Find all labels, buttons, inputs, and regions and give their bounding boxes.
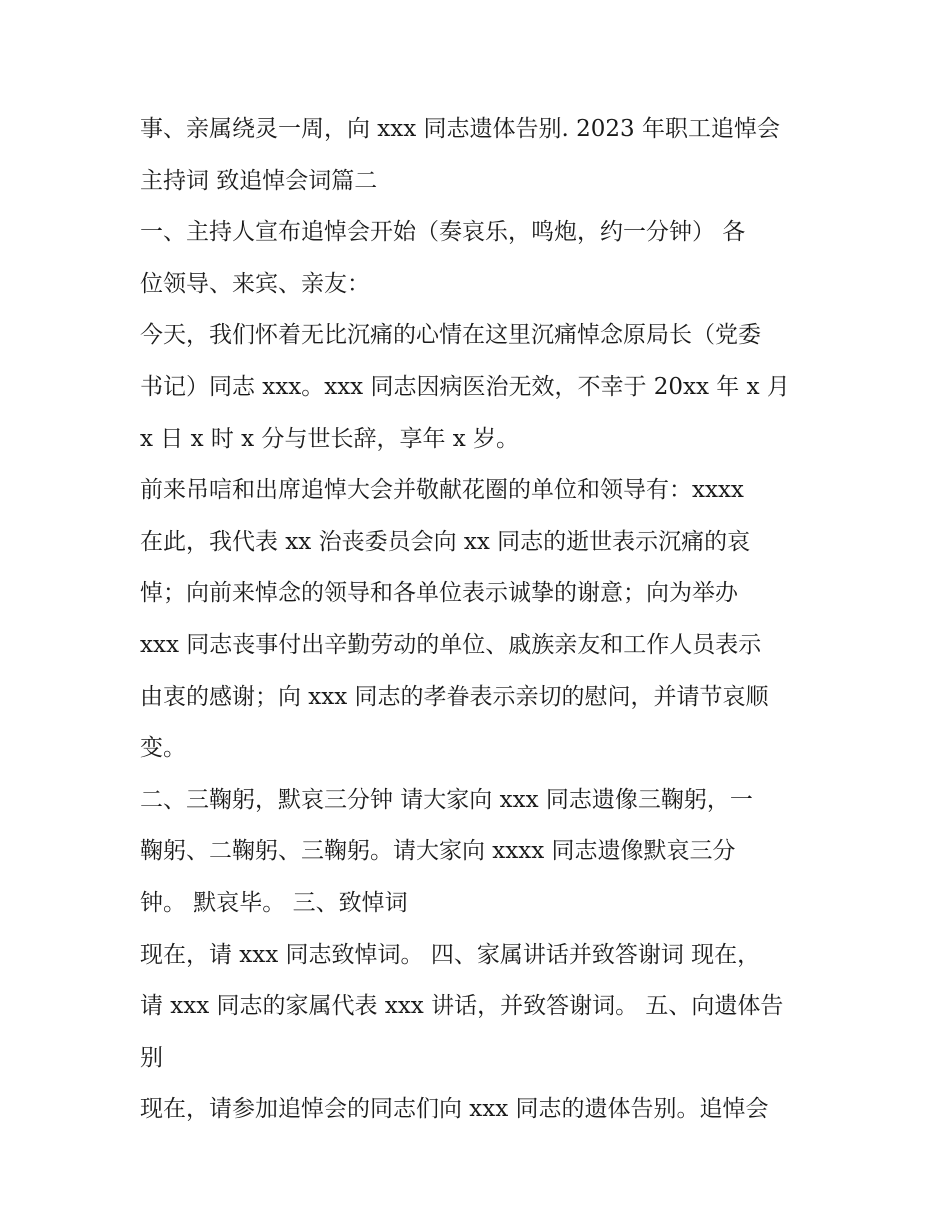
text-line: 书记）同志 xxx。xxx 同志因病医治无效，不幸于 20xx 年 x 月 bbox=[140, 373, 790, 400]
text-line: 变。 bbox=[140, 735, 186, 762]
text-line: 位领导、来宾、亲友： bbox=[140, 270, 370, 297]
text-line: 钟。 默哀毕。 三、致悼词 bbox=[140, 889, 408, 916]
text-line: 在此，我代表 xx 治丧委员会向 xx 同志的逝世表示沉痛的哀 bbox=[140, 528, 751, 555]
text-line: 现在，请 xxx 同志致悼词。 四、家属讲话并致答谢词 现在， bbox=[140, 941, 761, 968]
text-line: xxx 同志丧事付出辛勤劳动的单位、戚族亲友和工作人员表示 bbox=[140, 631, 762, 658]
document-body bbox=[140, 104, 820, 1136]
text-line: 二、三鞠躬，默哀三分钟 请大家向 xxx 同志遗像三鞠躬，一 bbox=[140, 786, 753, 813]
text-line: 主持词 致追悼会词篇二 bbox=[140, 167, 378, 194]
text-line: 今天，我们怀着无比沉痛的心情在这里沉痛悼念原局长（党委 bbox=[140, 322, 761, 349]
text-line: 鞠躬、二鞠躬、三鞠躬。请大家向 xxxx 同志遗像默哀三分 bbox=[140, 838, 736, 865]
text-line: 事、亲属绕灵一周，向 xxx 同志遗体告别. 2023 年职工追悼会 bbox=[140, 116, 781, 142]
text-line: 请 xxx 同志的家属代表 xxx 讲话，并致答谢词。 五、向遗体告 bbox=[140, 993, 784, 1020]
text-line: 现在，请参加追悼会的同志们向 xxx 同志的遗体告别。追悼会 bbox=[140, 1096, 769, 1123]
text-line: 悼；向前来悼念的领导和各单位表示诚挚的谢意；向为举办 bbox=[140, 580, 738, 607]
text-line: 前来吊唁和出席追悼大会并敬献花圈的单位和领导有：xxxx bbox=[140, 477, 744, 504]
text-line: x 日 x 时 x 分与世长辞，享年 x 岁。 bbox=[140, 425, 520, 452]
text-line: 一、主持人宣布追悼会开始（奏哀乐，鸣炮，约一分钟） 各 bbox=[140, 219, 746, 246]
text-line: 别 bbox=[140, 1044, 163, 1071]
text-line: 由衷的感谢；向 xxx 同志的孝眷表示亲切的慰问，并请节哀顺 bbox=[140, 683, 769, 710]
